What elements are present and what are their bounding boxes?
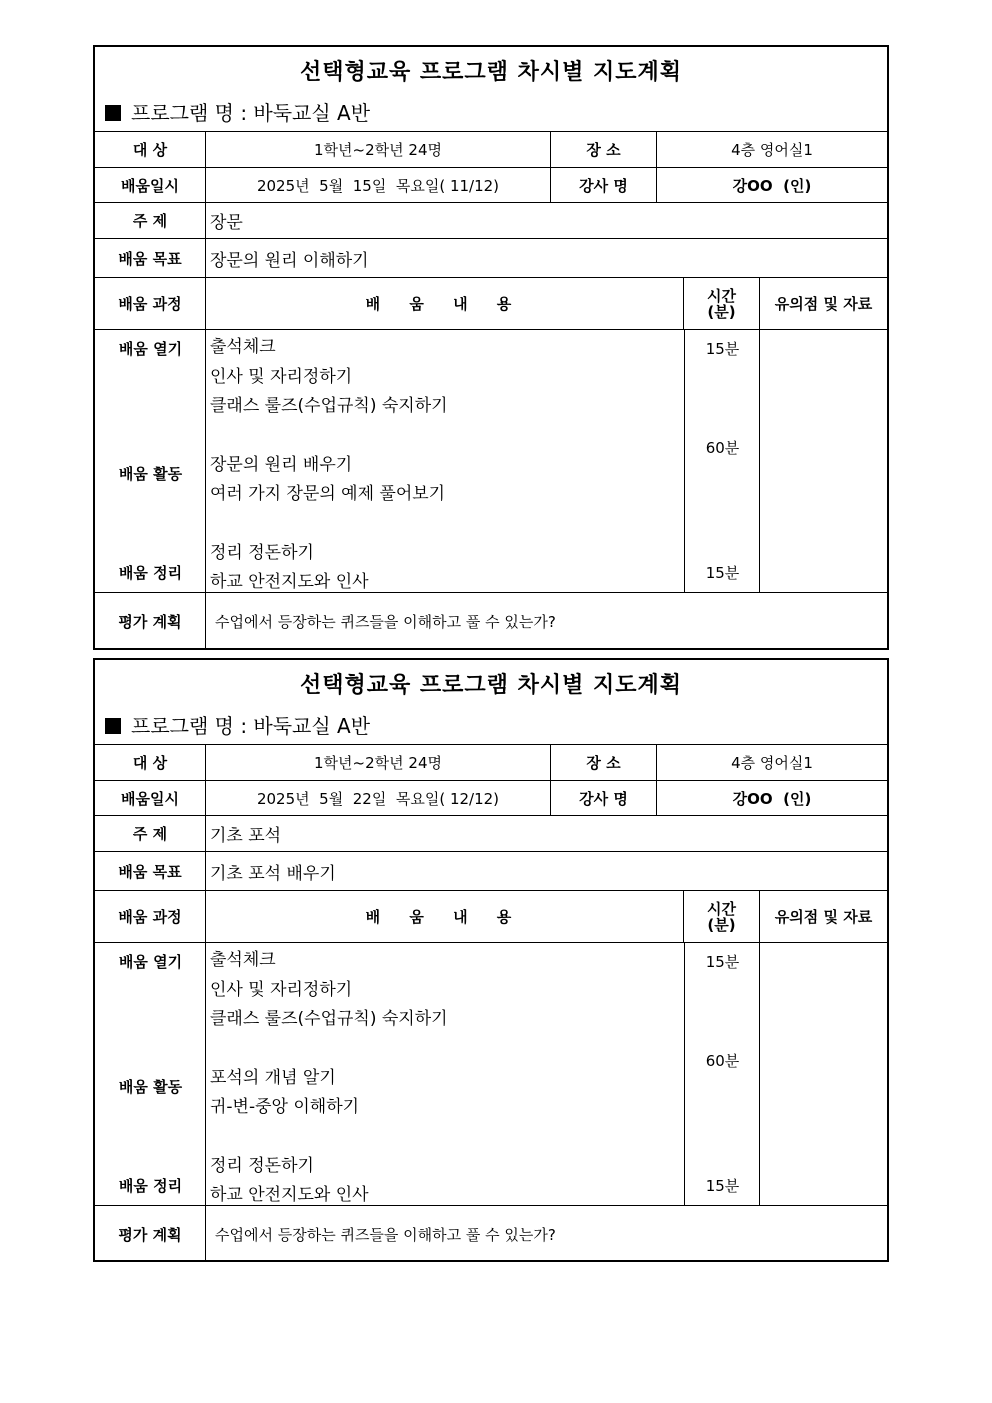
activity-row — [95, 330, 887, 593]
plan-header — [95, 47, 887, 132]
square-bullet-icon — [105, 718, 121, 734]
process-header-row — [95, 278, 887, 330]
content-line: 클래스 룰즈(수업규칙) 숙지하기 — [210, 396, 448, 416]
goal-label: 배움 목표 — [95, 239, 206, 277]
place-value: 4층 영어실1 — [731, 754, 813, 772]
topic-value: 기초 포석 — [210, 826, 282, 846]
program-name — [105, 710, 370, 739]
time-column — [684, 943, 760, 1205]
time-label-1: 시간 — [707, 899, 736, 918]
program-name-text: 프로그램 명 : 바둑교실 A반 — [131, 714, 371, 738]
time-value: 15분 — [705, 564, 740, 582]
process-label: 배움 과정 — [95, 278, 206, 329]
time-value: 15분 — [705, 1177, 740, 1195]
place-label: 장 소 — [550, 745, 657, 780]
goal-row — [95, 852, 887, 891]
time-value: 15분 — [705, 340, 740, 358]
target-value: 1학년~2학년 24명 — [314, 754, 442, 772]
target-value: 1학년~2학년 24명 — [314, 141, 442, 159]
activity-label: 배움 활동 — [118, 465, 183, 483]
date-label: 배움일시 — [95, 168, 206, 202]
activity-label: 배움 활동 — [118, 1078, 183, 1096]
teacher-value: 강OO (인) — [732, 789, 812, 808]
content-label: 배 움 내 용 — [206, 278, 684, 329]
date-row — [95, 781, 887, 816]
teacher-label: 강사 명 — [550, 781, 657, 815]
date-row — [95, 168, 887, 203]
process-column — [95, 330, 206, 592]
evaluation-row — [95, 1206, 887, 1262]
eval-value: 수업에서 등장하는 퀴즈들을 이해하고 풀 수 있는가? — [215, 612, 556, 631]
time-label — [684, 278, 760, 329]
open-label: 배움 열기 — [118, 340, 183, 358]
process-header-row — [95, 891, 887, 943]
content-line: 포석의 개념 알기 — [210, 1068, 336, 1088]
lesson-plan-1 — [93, 45, 889, 650]
eval-label: 평가 계획 — [95, 593, 206, 649]
content-line: 출석체크 — [210, 337, 276, 357]
topic-row — [95, 816, 887, 852]
time-value: 60분 — [705, 439, 740, 457]
teacher-value: 강OO (인) — [732, 176, 812, 195]
program-name-text: 프로그램 명 : 바둑교실 A반 — [131, 101, 371, 125]
time-column — [684, 330, 760, 592]
square-bullet-icon — [105, 105, 121, 121]
plan-title: 선택형교육 프로그램 차시별 지도계획 — [299, 60, 682, 85]
date-value: 2025년 5월 15일 목요일( 11/12) — [256, 176, 500, 195]
goal-value: 장문의 원리 이해하기 — [210, 250, 369, 271]
target-label: 대 상 — [95, 745, 206, 780]
time-value: 60분 — [705, 1052, 740, 1070]
time-label-2: (분) — [707, 915, 736, 934]
content-line: 하교 안전지도와 인사 — [210, 572, 369, 592]
goal-value: 기초 포석 배우기 — [210, 863, 336, 884]
date-value: 2025년 5월 22일 목요일( 12/12) — [256, 789, 500, 808]
time-label-2: (분) — [707, 302, 736, 321]
plan-title: 선택형교육 프로그램 차시별 지도계획 — [299, 673, 682, 698]
content-line: 정리 정돈하기 — [210, 1156, 314, 1176]
goal-row — [95, 239, 887, 278]
program-name — [105, 97, 370, 126]
notes-label: 유의점 및 자료 — [774, 295, 873, 313]
content-line: 클래스 룰즈(수업규칙) 숙지하기 — [210, 1009, 448, 1029]
lesson-plan-2 — [93, 658, 889, 1262]
content-line: 출석체크 — [210, 950, 276, 970]
goal-label: 배움 목표 — [95, 852, 206, 890]
content-line: 인사 및 자리정하기 — [210, 367, 353, 387]
close-label: 배움 정리 — [118, 1177, 183, 1195]
process-column — [95, 943, 206, 1205]
content-line: 장문의 원리 배우기 — [210, 455, 353, 475]
content-line: 인사 및 자리정하기 — [210, 980, 353, 1000]
topic-value: 장문 — [210, 213, 243, 233]
date-label: 배움일시 — [95, 781, 206, 815]
time-label-1: 시간 — [707, 286, 736, 305]
time-label — [684, 891, 760, 942]
activity-row — [95, 943, 887, 1206]
open-label: 배움 열기 — [118, 953, 183, 971]
content-line: 정리 정돈하기 — [210, 543, 314, 563]
target-row — [95, 745, 887, 781]
place-label: 장 소 — [550, 132, 657, 167]
process-label: 배움 과정 — [95, 891, 206, 942]
plan-header — [95, 660, 887, 745]
content-line: 여러 가지 장문의 예제 풀어보기 — [210, 484, 446, 504]
content-label: 배 움 내 용 — [206, 891, 684, 942]
content-line: 하교 안전지도와 인사 — [210, 1185, 369, 1205]
close-label: 배움 정리 — [118, 564, 183, 582]
target-row — [95, 132, 887, 168]
content-line: 귀-변-중앙 이해하기 — [210, 1097, 360, 1117]
teacher-label: 강사 명 — [550, 168, 657, 202]
eval-label: 평가 계획 — [95, 1206, 206, 1262]
topic-label: 주 제 — [95, 816, 206, 851]
notes-label: 유의점 및 자료 — [774, 908, 873, 926]
topic-row — [95, 203, 887, 239]
eval-value: 수업에서 등장하는 퀴즈들을 이해하고 풀 수 있는가? — [215, 1225, 556, 1244]
topic-label: 주 제 — [95, 203, 206, 238]
place-value: 4층 영어실1 — [731, 141, 813, 159]
target-label: 대 상 — [95, 132, 206, 167]
evaluation-row — [95, 593, 887, 649]
time-value: 15분 — [705, 953, 740, 971]
